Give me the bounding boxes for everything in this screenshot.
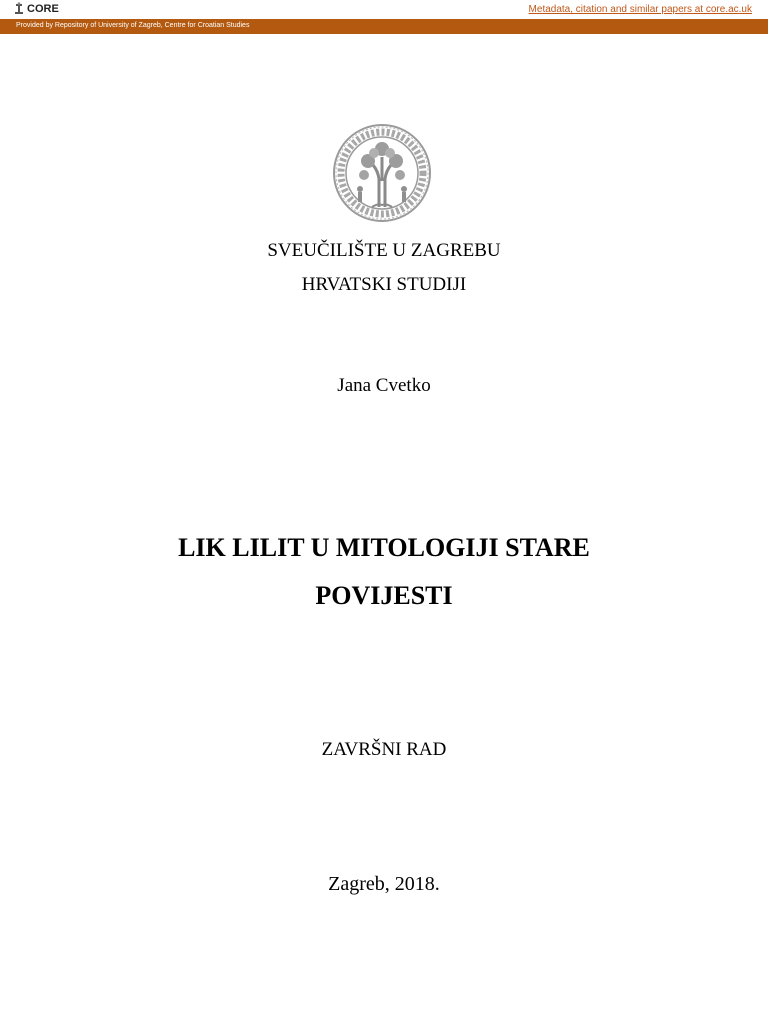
provider-bar [0,20,768,34]
core-banner [0,0,768,20]
department-name: HRVATSKI STUDIJI [301,274,467,295]
university-name: SVEUČILIŠTE U ZAGREBU [267,240,501,261]
core-logo-text: CORE [27,3,59,15]
thesis-title-line-1: LIK LILIT U MITOLOGIJI STARE [178,533,590,562]
provider-text: Provided by Repository of University of Zagreb, Centre for Croatian Studies [16,22,250,29]
core-logo[interactable] [14,2,59,16]
place-and-date: Zagreb, 2018. [328,873,440,895]
core-logo-icon [14,2,24,16]
metadata-link[interactable]: Metadata, citation and similar papers at core.ac.uk [528,4,752,15]
author-name: Jana Cvetko [337,375,431,396]
thesis-title-line-2: POVIJESTI [315,581,453,610]
university-seal-icon [332,123,432,223]
thesis-type: ZAVRŠNI RAD [321,739,447,760]
